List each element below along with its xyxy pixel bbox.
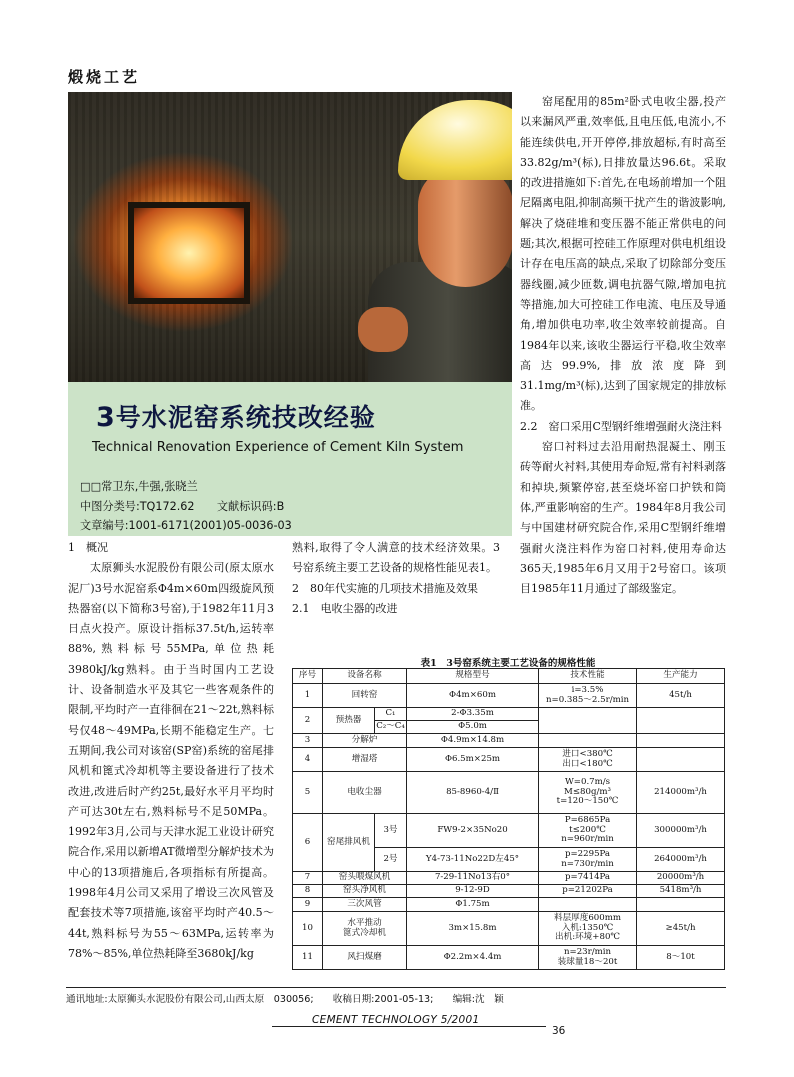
table-row: 6 窑尾排风机 3号 FW9-2×35No20 P=6865Pa t≤200℃ n=960r/min 300000m³/h [293, 814, 725, 848]
table-row: 10 水平推动 篦式冷却机 3m×15.8m 料层厚度600mm 入机:1350℃ 出机:环境+80℃ ≥45t/h [293, 912, 725, 946]
table-row: 9 三次风管 Φ1.75m [293, 898, 725, 912]
table-row: C₂～C₄ Φ5.0m [293, 721, 725, 734]
spec-table [292, 668, 725, 970]
page-number: 36 [552, 1025, 566, 1037]
table-row: 8 窑头净风机 9-12-9D p=21202Pa 5418m³/h [293, 885, 725, 898]
authors: □□常卫东,牛强,张晓兰 [80, 480, 198, 493]
table-row: 3 分解炉 Φ4.9m×14.8m [293, 734, 725, 748]
column-3 [520, 92, 726, 599]
table-row: 4 增湿塔 Φ6.5m×25m 进口<380℃ 出口<180℃ [293, 748, 725, 772]
heading-castable: 2.2 窑口采用C型钢纤维增强耐火浇注料 [520, 419, 722, 433]
table-row: 2 预热器 C₁ 2-Φ3.35m [293, 708, 725, 721]
section-heading: 煅烧工艺 [68, 68, 141, 86]
classification: 中图分类号:TQ172.62 文献标识码:B [80, 500, 285, 513]
table-caption: 表1 3号窑系统主要工艺设备的规格性能 [420, 658, 596, 669]
journal-name: CEMENT TECHNOLOGY 5/2001 [312, 1014, 480, 1026]
paragraph-overview: 太原狮头水泥股份有限公司(原太原水泥厂)3号水泥窑系Φ4m×60m四级旋风预热器窑(以下简称3号窑),于1982年11月3日点火投产。原设计指标37.5t/h,运转率88%,熟料标号55MPa,单位热耗3980kJ/kg熟料。由于当时国内工艺设计、设备制造水平及其它一些客观条件的限制,平均时产一直徘徊在21～22t,熟料标号仅48～49MPa,长期不能稳定生产。七五期间,我公司对该窑(SP窑)系统的窑尾排风机和篦式冷却机等主要设备进行了技术改进,改进后时产约25t,最好水平月平均时产可达30t左右,熟料标号不足50MPa。1992年3月,公司与天津水泥工业设计研究院合作,采用以新增AT微增型分解炉技术为中心的13项措施后,各项指标有所提高。1998年4月公司又采用了增设三次风管及配套技术等7项措施,该窑平均时产40.5～44t,熟料标号为55～63MPa,运转率为78%～85%,单位热耗降至3680kJ/kg [68, 561, 274, 960]
correspondence-address: 通讯地址:太原狮头水泥股份有限公司,山西太原 030056; 收稿日期:2001-05-13; 编辑:沈 颖 [66, 994, 504, 1005]
column-2 [292, 538, 500, 619]
table-row: 2号 Y4-73-11No22D左45° p=2295Pa n=730r/min 264000m³/h [293, 848, 725, 872]
heading-precipitator: 2.1 电收尘器的改进 [292, 601, 398, 615]
table-row: 7 窑头喂煤风机 7-29-11No13右0° p=7414Pa 20000m³/h [293, 872, 725, 885]
heading-measures: 2 80年代实施的几项技术措施及效果 [292, 581, 478, 595]
article-title-english: Technical Renovation Experience of Cement Kiln System [92, 440, 464, 455]
paragraph-results: 熟料,取得了令人满意的技术经济效果。3号窑系统主要工艺设备的规格性能见表1。 [292, 541, 500, 575]
footer-rule [66, 987, 726, 988]
table-row: 5 电收尘器 85-8960-4/Ⅱ W=0.7m/s M≤80g/m³ t=120～150℃ 214000m³/h [293, 772, 725, 814]
article-number: 文章编号:1001-6171(2001)05-0036-03 [80, 519, 292, 532]
table-header-row: 序号 设备名称 规格型号 技术性能 生产能力 [293, 669, 725, 684]
column-1 [68, 538, 274, 964]
journal-rule [272, 1026, 546, 1027]
paragraph-castable: 窑口衬料过去沿用耐热混凝土、刚玉砖等耐火衬料,其使用寿命短,常有衬料剥落和掉块,频繁停窑,甚至烧坏窑口护铁和筒体,严重影响窑的生产。1984年8月我公司与中国建材研究院合作,采用C型钢纤维增强耐火浇注料作为窑口衬料,使用寿命达365天,1985年6月又用于2号窑口。该项目1985年11月通过了部级鉴定。 [520, 440, 726, 596]
table-row: 11 风扫煤磨 Φ2.2m×4.4m n=23r/min 装球量18～20t 8～10t [293, 946, 725, 970]
table-row: 1 回转窑 Φ4m×60m i=3.5% n=0.385～2.5r/min 45t/h [293, 684, 725, 708]
worker-kiln-photo [68, 92, 512, 382]
heading-overview: 1 概况 [68, 541, 108, 554]
paragraph-precipitator: 窑尾配用的85m²卧式电收尘器,投产以来漏风严重,效率低,且电压低,电流小,不能连续供电,开开停停,排放超标,有时高至33.82g/m³(标),日排放量达96.6t。采取的改进措施如下:首先,在电场前增加一个阻尼隔离电阻,抑制高频干扰产生的谐波影响,解决了烧硅堆和变压器不能正常供电的问题;其次,根据可控硅工作原理对供电机组设计存在电压高的缺点,采取了切除部分变压器线圈,减少匝数,调电抗器气隙,增加电抗等措施,加大可控硅工作电流、电压及导通角,增加供电功率,收尘效率较前提高。自1984年以来,该收尘器运行平稳,收尘效率高达99.9%,排放浓度降到31.1mg/m³(标),达到了国家规定的排放标准。 [520, 95, 726, 413]
article-title: 3号水泥窑系统技改经验 [96, 402, 376, 433]
